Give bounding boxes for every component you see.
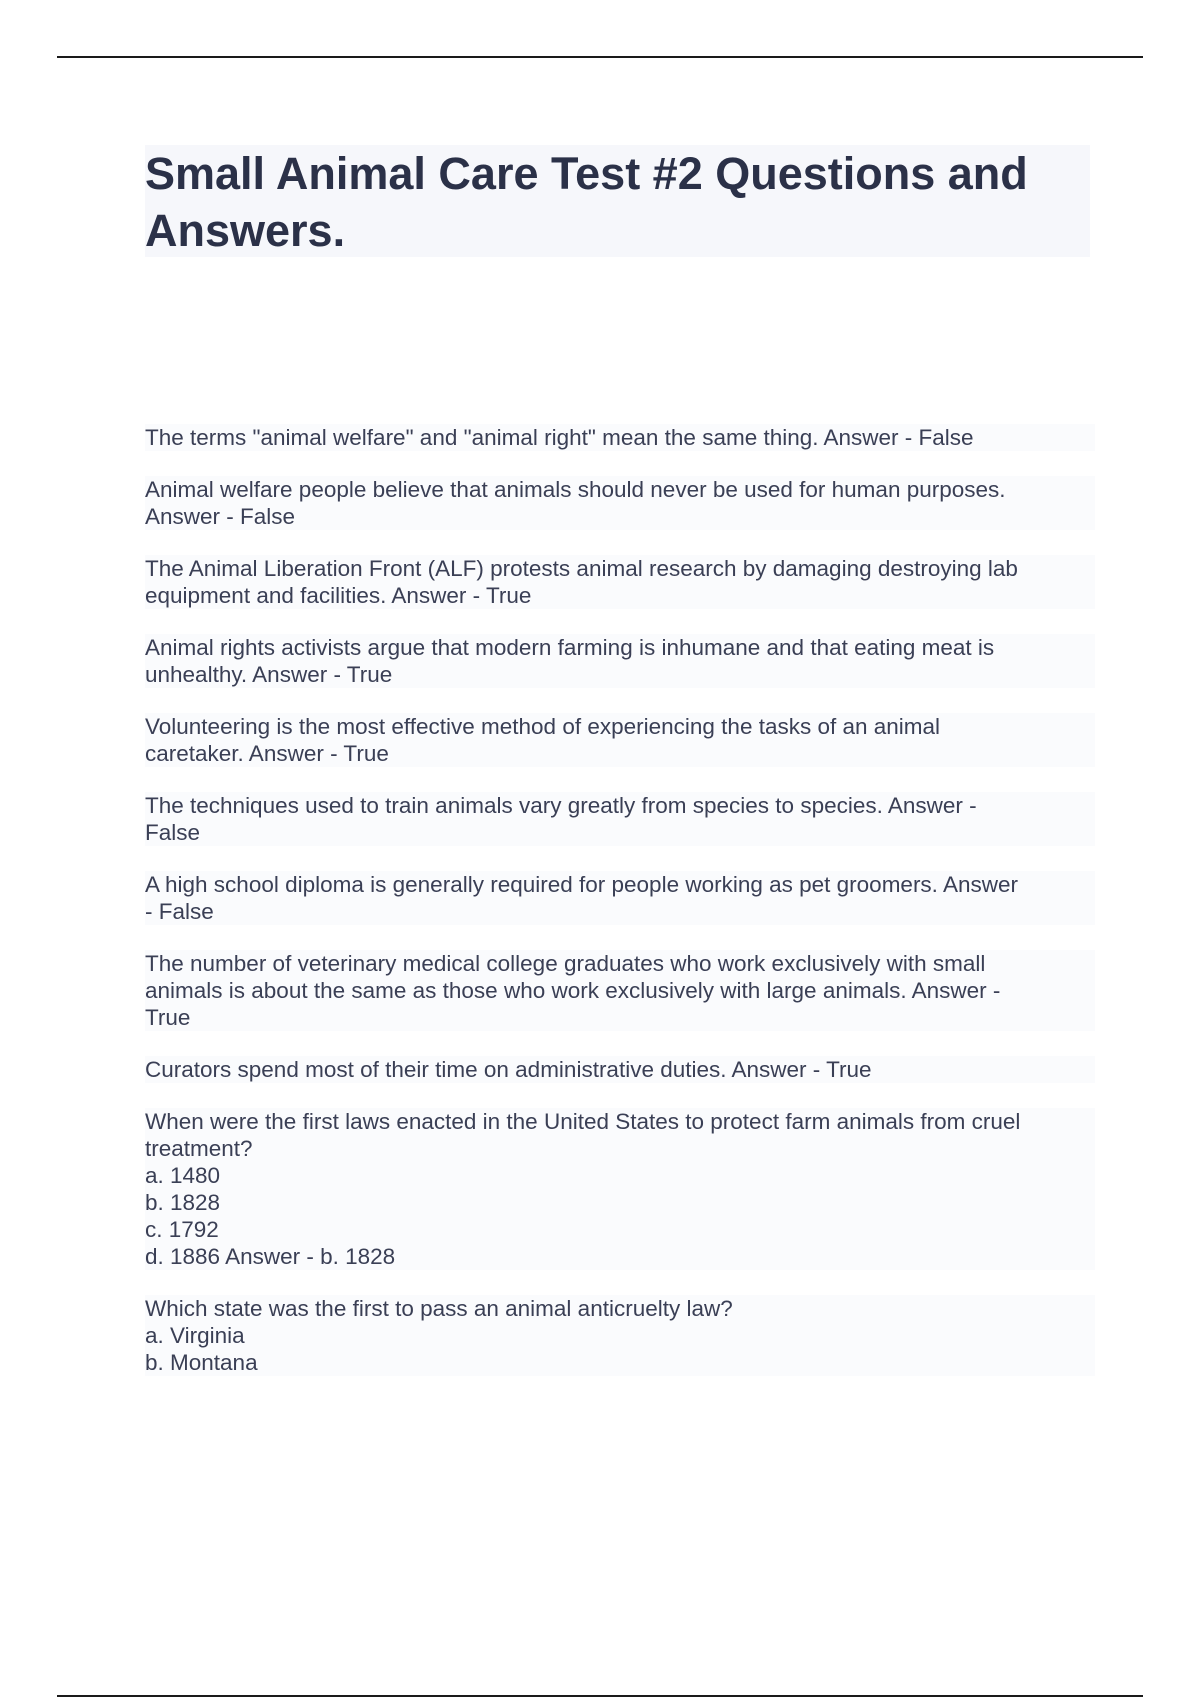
question-line: b. Montana: [145, 1350, 258, 1375]
question-line: Animal rights activists argue that modern farming is inhumane and that eating meat is: [145, 635, 995, 660]
question-item: [145, 1108, 1095, 1270]
document-title: Small Animal Care Test #2 Questions and Answers.: [145, 148, 1028, 256]
question-item: [145, 555, 1095, 609]
question-item: [145, 1056, 1095, 1083]
question-line: treatment?: [145, 1136, 253, 1161]
question-line: animals is about the same as those who work exclusively with large animals. Answer -: [145, 978, 1001, 1003]
question-line: Animal welfare people believe that animals should never be used for human purposes.: [145, 477, 1006, 502]
question-item: [145, 424, 1095, 451]
title-block: [145, 145, 1090, 257]
question-line: A high school diploma is generally required for people working as pet groomers. Answer: [145, 872, 1018, 897]
question-line: caretaker. Answer - True: [145, 741, 389, 766]
question-line: True: [145, 1005, 191, 1030]
question-line: Volunteering is the most effective method of experiencing the tasks of an animal: [145, 714, 941, 739]
question-item: [145, 476, 1095, 530]
question-line: unhealthy. Answer - True: [145, 662, 393, 687]
question-item: [145, 950, 1095, 1031]
question-item: [145, 792, 1095, 846]
question-line: b. 1828: [145, 1190, 221, 1215]
question-item: [145, 634, 1095, 688]
question-line: a. Virginia: [145, 1323, 245, 1348]
question-line: equipment and facilities. Answer - True: [145, 583, 532, 608]
question-list: [145, 424, 1095, 1401]
question-item: [145, 713, 1095, 767]
question-line: When were the first laws enacted in the United States to protect farm animals from cruel: [145, 1109, 1021, 1134]
question-item: [145, 871, 1095, 925]
question-line: Which state was the first to pass an animal anticruelty law?: [145, 1296, 733, 1321]
question-line: False: [145, 820, 201, 845]
question-line: The number of veterinary medical college graduates who work exclusively with small: [145, 951, 986, 976]
question-line: The terms "animal welfare" and "animal right" mean the same thing. Answer - False: [145, 425, 974, 450]
question-item: [145, 1295, 1095, 1376]
question-line: The techniques used to train animals vary greatly from species to species. Answer -: [145, 793, 977, 818]
bottom-rule: [57, 1695, 1143, 1697]
question-line: The Animal Liberation Front (ALF) protests animal research by damaging destroying lab: [145, 556, 1018, 581]
question-line: Curators spend most of their time on administrative duties. Answer - True: [145, 1057, 872, 1082]
question-line: c. 1792: [145, 1217, 219, 1242]
question-line: - False: [145, 899, 214, 924]
question-line: d. 1886 Answer - b. 1828: [145, 1244, 396, 1269]
top-rule: [57, 56, 1143, 58]
question-line: Answer - False: [145, 504, 296, 529]
question-line: a. 1480: [145, 1163, 221, 1188]
